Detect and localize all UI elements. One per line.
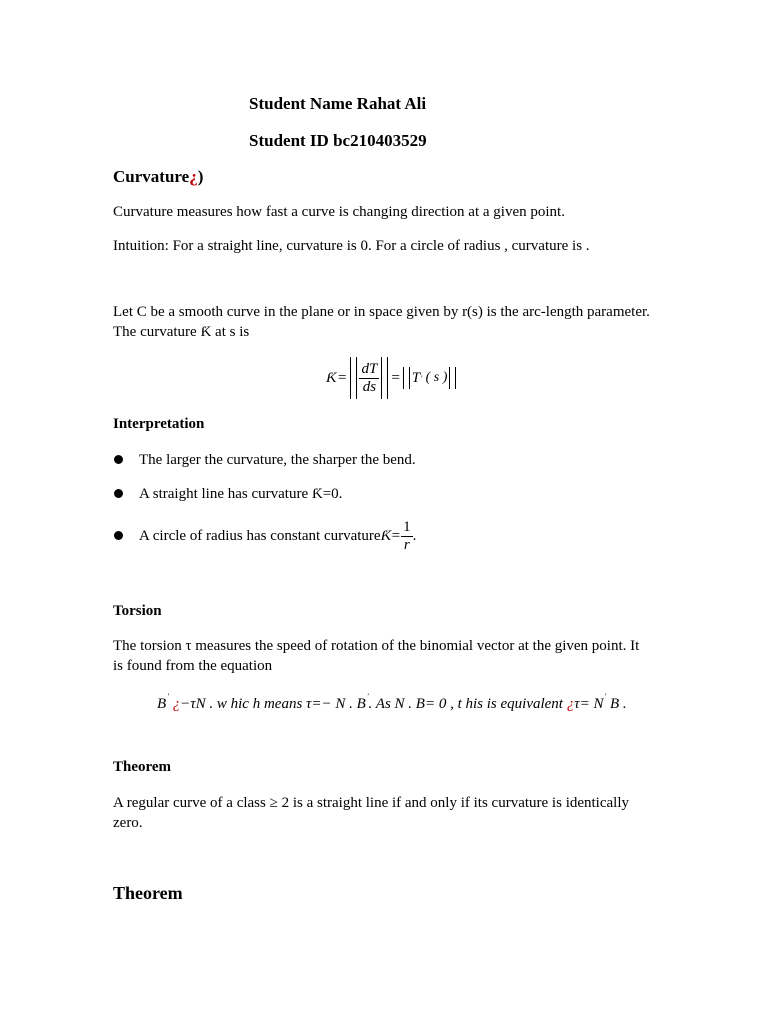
norm-bar-right [381,357,388,399]
bullet-item-2: A straight line has curvature Ƙ=0. [139,486,343,502]
bullet-item-3-equals: = [391,528,401,544]
eq-prime: ' [604,692,607,701]
curvature-formula [326,356,458,400]
bullet-item-1: The larger the curvature, the sharper the bend. [139,452,416,468]
bullet-item-3-kappa: Ƙ [380,528,391,544]
curvature-paragraph-3-line-2: The curvature Ƙ at s is [113,324,250,340]
bullet-dot [114,489,123,498]
broken-glyph: ¿ [566,696,575,712]
norm-bar-right-2 [449,367,456,389]
curvature-paragraph-2: Intuition: For a straight line, curvature is 0. For a circle of radius , curvature is . [113,238,590,254]
eq-b: B [157,696,167,712]
torsion-heading: Torsion [113,603,162,619]
theorem-heading-2: Theorem [113,883,183,903]
formula-fraction [359,361,379,396]
curvature-heading [113,167,203,187]
norm-bar-left [350,357,357,399]
formula-t: T [411,369,421,386]
torsion-equation [157,692,627,713]
curvature-paragraph-3-line-1: Let C be a smooth curve in the plane or in space given by r(s) is the arc-length parameter. [113,304,650,320]
formula-equals-2: = [391,369,400,386]
bullet-item-3 [139,516,416,556]
interpretation-heading: Interpretation [113,416,205,432]
theorem-paragraph-line-2: zero. [113,815,143,831]
fraction-numerator: dT [361,360,378,377]
torsion-paragraph-line-2: is found from the equation [113,658,273,674]
formula-equals: = [338,369,347,386]
bullet-item-3-text: A circle of radius has constant curvature [139,528,381,544]
eq-part-3: τ= N [574,696,604,712]
theorem-heading: Theorem [113,759,172,775]
theorem-paragraph-line-1: A regular curve of a class ≥ 2 is a straight line if and only if its curvature is identically [113,795,629,811]
bullet-dot [114,455,123,464]
curvature-paragraph-1: Curvature measures how fast a curve is changing direction at a given point. [113,204,565,220]
formula-prime: ' [421,373,423,383]
norm-bar-left-2 [403,367,410,389]
eq-part-1: −τN . w hic h means τ=− N . B [180,696,366,712]
eq-part-4: B . [609,696,627,712]
eq-part-2: . As N . B= 0 , t his is equivalent [368,696,563,712]
fraction-numerator: 1 [403,518,411,535]
broken-glyph: ¿ [172,696,181,712]
eq-prime: ' [167,692,169,701]
fraction-denominator: r [403,536,410,553]
fraction-denominator: ds [362,378,377,395]
eq-prime: ' [366,692,369,701]
bullet-item-3-fraction [401,519,413,554]
broken-glyph: ¿ [189,167,198,186]
formula-kappa: Ƙ [326,369,337,386]
student-name-line: Student Name Rahat Ali [249,94,427,113]
heading-close-paren: ) [197,167,204,186]
bullet-item-3-period: . [412,528,417,544]
formula-arg: ( s ) [425,370,448,385]
bullet-dot [114,531,123,540]
torsion-paragraph-line-1: The torsion τ measures the speed of rotation of the binomial vector at the given point. It [113,638,640,654]
student-id-line: Student ID bc210403529 [249,131,427,150]
curvature-heading-text: Curvature [113,167,190,186]
